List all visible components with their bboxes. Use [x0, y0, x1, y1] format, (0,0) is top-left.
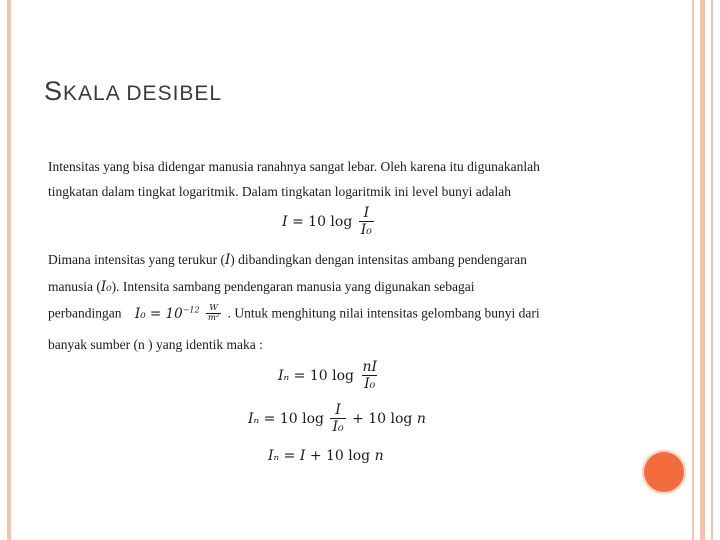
- eq2-numerator: n𝐼: [362, 359, 377, 375]
- unit-fraction: [206, 304, 221, 324]
- eq2-fraction: [360, 360, 379, 392]
- threshold-symbol: 𝐼₀ = 10: [134, 305, 183, 322]
- decorative-orange-circle: [642, 450, 686, 494]
- eq1-numerator: 𝐼: [363, 205, 370, 221]
- unit-numerator: W: [209, 303, 218, 313]
- eq3-fraction: [330, 403, 345, 435]
- equation-3: [248, 403, 426, 435]
- paragraph-2-line-4: banyak sumber (n ) yang identik maka :: [48, 337, 263, 352]
- paragraph-2-line-1: [48, 252, 527, 268]
- eq1-fraction: [359, 206, 374, 238]
- slide-border-left: [7, 0, 11, 540]
- paragraph-1-line-2: tingkatan dalam tingkat logaritmik. Dalam tingkatan logaritmik ini level bunyi adalah: [48, 184, 512, 199]
- p2l2-symbol: 𝐼₀: [100, 279, 112, 295]
- eq3-lhs: 𝐼ₙ: [248, 411, 260, 428]
- slide-title: [44, 76, 222, 107]
- p2l1-text-a: Dimana intensitas yang terukur (: [48, 252, 225, 267]
- eq4-rhs: = 𝐼 + 10 log 𝑛: [283, 448, 384, 464]
- unit-denominator: m²: [207, 313, 220, 324]
- eq1-lhs: 𝐼: [282, 214, 288, 231]
- eq3-operator: = 10 log: [263, 411, 324, 428]
- p2l2-text-b: ). Intensita sambang pendengaran manusia yang digunakan sebagai: [111, 279, 475, 294]
- title-rest: KALA DESIBEL: [63, 82, 223, 105]
- p2l1-symbol: 𝐼: [224, 252, 231, 268]
- paragraph-2-line-2: [48, 279, 475, 295]
- equation-1: [282, 206, 376, 238]
- eq2-lhs: 𝐼ₙ: [278, 368, 290, 385]
- eq2-denominator: 𝐼₀: [364, 376, 376, 393]
- slide-border-right-outer: [711, 0, 713, 540]
- p2l3-text-a: perbandingan: [48, 305, 122, 321]
- equation-4: [268, 448, 384, 464]
- paragraph-2-line-3: [48, 304, 540, 324]
- threshold-formula: [134, 303, 228, 324]
- eq3-tail: + 10 log 𝑛: [352, 411, 426, 428]
- p2l1-text-b: ) dibandingkan dengan intensitas ambang pendengaran: [230, 252, 527, 267]
- paragraph-1-line-1: Intensitas yang bisa didengar manusia ranahnya sangat lebar. Oleh karena itu digunakanlah: [48, 159, 540, 174]
- eq2-operator: = 10 log: [293, 368, 354, 385]
- p2l2-text-a: manusia (: [48, 279, 101, 294]
- slide-border-right-thick: [700, 0, 705, 540]
- eq1-denominator: 𝐼₀: [360, 222, 372, 239]
- eq1-operator: = 10 log: [291, 214, 353, 231]
- title-initial: S: [44, 76, 64, 106]
- equation-2: [278, 360, 381, 392]
- threshold-exponent: −12: [182, 305, 200, 315]
- eq3-denominator: 𝐼₀: [332, 419, 344, 436]
- slide-border-right-thin: [692, 0, 694, 540]
- eq3-numerator: 𝐼: [335, 402, 341, 418]
- p2l3-text-b: . Untuk menghitung nilai intensitas gelombang bunyi dari: [227, 305, 540, 321]
- eq4-lhs: 𝐼ₙ: [268, 448, 280, 464]
